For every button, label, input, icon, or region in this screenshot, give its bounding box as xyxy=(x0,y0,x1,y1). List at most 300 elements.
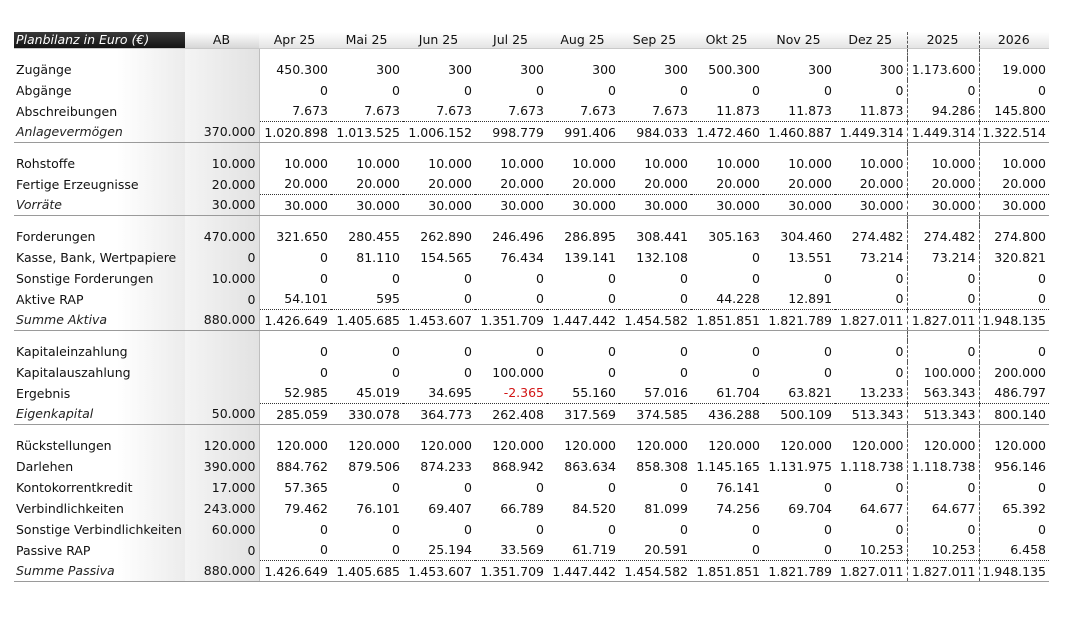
spacer-cell xyxy=(907,425,979,435)
value-cell: 57.016 xyxy=(619,383,691,404)
table-row xyxy=(14,362,1049,383)
spacer-cell xyxy=(547,49,619,59)
value-cell: 1.426.649 xyxy=(259,561,331,582)
column-header-dez25: Dez 25 xyxy=(835,32,907,49)
row-label: Sonstige Forderungen xyxy=(14,268,185,289)
value-cell: 300 xyxy=(376,61,400,77)
value-cell: 0 xyxy=(608,521,616,537)
value-cell: 120.000 xyxy=(348,437,400,453)
total-row xyxy=(14,561,1049,582)
value-cell: 0 xyxy=(680,479,688,495)
spacer-cell xyxy=(259,216,331,226)
total-label: Summe Passiva xyxy=(14,561,185,582)
value-cell: 0 xyxy=(691,540,763,561)
column-header-jul25: Jul 25 xyxy=(475,32,547,49)
value-cell: 1.449.314 xyxy=(835,122,907,143)
spacer-cell xyxy=(475,143,547,153)
row-label: Kasse, Bank, Wertpapiere xyxy=(14,247,185,268)
value-cell: 0 xyxy=(979,289,1049,310)
spacer-cell xyxy=(547,425,619,435)
total-label: Eigenkapital xyxy=(14,404,185,425)
value-cell: -2.365 xyxy=(475,383,547,404)
value-cell: 10.000 xyxy=(979,153,1049,174)
spacer-cell xyxy=(185,143,259,153)
row-label: Rohstoffe xyxy=(14,153,185,174)
value-cell: 374.585 xyxy=(619,404,691,425)
value-cell: 1.453.607 xyxy=(403,561,475,582)
total-label: Summe Aktiva xyxy=(14,310,185,331)
value-cell: 10.000 xyxy=(716,155,760,171)
spacer-cell xyxy=(403,216,475,226)
value-cell: 1.447.442 xyxy=(547,561,619,582)
opening-balance-cell: 243.000 xyxy=(185,498,259,519)
column-header-2026: 2026 xyxy=(979,32,1049,49)
opening-balance-cell xyxy=(185,59,259,80)
value-cell: 1.449.314 xyxy=(907,122,979,143)
table-row xyxy=(14,540,1049,561)
table-row xyxy=(14,80,1049,101)
value-cell: 34.695 xyxy=(403,383,475,404)
value-cell: 0 xyxy=(907,268,979,289)
value-cell: 0 xyxy=(824,343,832,359)
value-cell: 1.472.460 xyxy=(691,122,763,143)
value-cell: 0 xyxy=(320,521,328,537)
value-cell: 879.506 xyxy=(348,458,400,474)
value-cell: 1.827.011 xyxy=(907,310,979,331)
opening-balance-cell: 370.000 xyxy=(185,122,259,143)
value-cell: 11.873 xyxy=(691,101,763,122)
value-cell: 30.000 xyxy=(475,195,547,216)
total-row xyxy=(14,404,1049,425)
value-cell: 10.000 xyxy=(572,155,616,171)
value-cell: 30.000 xyxy=(259,195,331,216)
value-cell: 0 xyxy=(536,521,544,537)
value-cell: 33.569 xyxy=(475,540,547,561)
spacer-cell xyxy=(475,331,547,341)
opening-balance-cell: 0 xyxy=(185,289,259,310)
value-cell: 300 xyxy=(879,61,904,77)
value-cell: 0 xyxy=(752,343,760,359)
value-cell: 0 xyxy=(536,270,544,286)
spacer-cell xyxy=(331,425,403,435)
row-label: Passive RAP xyxy=(14,540,185,561)
row-label: Kontokorrentkredit xyxy=(14,477,185,498)
value-cell: 20.000 xyxy=(403,174,475,195)
value-cell: 30.000 xyxy=(331,195,403,216)
spacer-cell xyxy=(14,425,185,435)
value-cell: 57.365 xyxy=(284,479,328,495)
value-cell: 0 xyxy=(608,82,616,98)
value-cell: 20.000 xyxy=(835,174,907,195)
balance-sheet-table xyxy=(14,32,1049,582)
value-cell: 0 xyxy=(895,364,904,380)
value-cell: 69.704 xyxy=(788,500,832,516)
spacer-cell xyxy=(619,425,691,435)
spacer-cell xyxy=(619,143,691,153)
value-cell: 10.000 xyxy=(907,153,979,174)
value-cell: 1.851.851 xyxy=(691,561,763,582)
value-cell: 595 xyxy=(331,289,403,310)
value-cell: 0 xyxy=(895,521,904,537)
opening-balance-cell: 120.000 xyxy=(185,435,259,456)
value-cell: 0 xyxy=(680,270,688,286)
row-label: Verbindlichkeiten xyxy=(14,498,185,519)
spacer-cell xyxy=(259,425,331,435)
value-cell: 0 xyxy=(895,479,904,495)
value-cell: 0 xyxy=(752,521,760,537)
value-cell: 30.000 xyxy=(403,195,475,216)
value-cell: 984.033 xyxy=(619,122,691,143)
value-cell: 0 xyxy=(979,268,1049,289)
table-row xyxy=(14,226,1049,247)
table-body xyxy=(14,49,1049,582)
value-cell: 132.108 xyxy=(636,249,688,265)
table-row xyxy=(14,435,1049,456)
value-cell: 0 xyxy=(464,82,472,98)
value-cell: 0 xyxy=(824,479,832,495)
column-header-jun25: Jun 25 xyxy=(403,32,475,49)
spacer-cell xyxy=(331,49,403,59)
value-cell: 1.173.600 xyxy=(907,59,979,80)
value-cell: 13.551 xyxy=(788,249,832,265)
value-cell: 436.288 xyxy=(691,404,763,425)
spacer-cell xyxy=(547,143,619,153)
value-cell: 0 xyxy=(895,270,904,286)
value-cell: 304.460 xyxy=(780,228,832,244)
value-cell: 79.462 xyxy=(284,500,328,516)
value-cell: 10.000 xyxy=(644,155,688,171)
value-cell: 63.821 xyxy=(763,383,835,404)
table-row xyxy=(14,268,1049,289)
spacer-cell xyxy=(979,143,1049,153)
value-cell: 10.253 xyxy=(907,540,979,561)
value-cell: 1.821.789 xyxy=(763,310,835,331)
value-cell: 20.000 xyxy=(763,174,835,195)
value-cell: 858.308 xyxy=(636,458,688,474)
value-cell: 30.000 xyxy=(619,195,691,216)
value-cell: 0 xyxy=(464,364,472,380)
value-cell: 0 xyxy=(824,364,832,380)
opening-balance-cell xyxy=(185,341,259,362)
value-cell: 868.942 xyxy=(492,458,544,474)
table-row xyxy=(14,59,1049,80)
value-cell: 120.000 xyxy=(907,435,979,456)
value-cell: 0 xyxy=(608,343,616,359)
spacer-row xyxy=(14,143,1049,153)
opening-balance-cell: 880.000 xyxy=(185,561,259,582)
value-cell: 0 xyxy=(907,80,979,101)
table-title: Planbilanz in Euro (€) xyxy=(14,32,185,49)
value-cell: 863.634 xyxy=(564,458,616,474)
value-cell: 1.447.442 xyxy=(547,310,619,331)
value-cell: 120.000 xyxy=(276,437,328,453)
value-cell: 45.019 xyxy=(331,383,403,404)
value-cell: 0 xyxy=(608,364,616,380)
value-cell: 1.118.738 xyxy=(907,456,979,477)
opening-balance-cell: 0 xyxy=(185,247,259,268)
value-cell: 0 xyxy=(536,343,544,359)
value-cell: 76.141 xyxy=(716,479,760,495)
value-cell: 25.194 xyxy=(403,540,475,561)
value-cell: 30.000 xyxy=(979,195,1049,216)
value-cell: 305.163 xyxy=(708,228,760,244)
value-cell: 450.300 xyxy=(276,61,328,77)
value-cell: 300 xyxy=(592,61,616,77)
value-cell: 320.821 xyxy=(979,247,1049,268)
spacer-cell xyxy=(403,49,475,59)
spacer-cell xyxy=(979,216,1049,226)
value-cell: 364.773 xyxy=(403,404,475,425)
table-row xyxy=(14,289,1049,310)
value-cell: 0 xyxy=(608,270,616,286)
spacer-row xyxy=(14,216,1049,226)
spacer-cell xyxy=(331,216,403,226)
spacer-cell xyxy=(907,331,979,341)
value-cell: 120.000 xyxy=(780,437,832,453)
spacer-cell xyxy=(691,425,763,435)
value-cell: 10.000 xyxy=(356,155,400,171)
value-cell: 120.000 xyxy=(979,435,1049,456)
opening-balance-cell: 390.000 xyxy=(185,456,259,477)
value-cell: 0 xyxy=(979,80,1049,101)
value-cell: 274.482 xyxy=(851,228,904,244)
value-cell: 0 xyxy=(320,249,328,265)
value-cell: 20.591 xyxy=(619,540,691,561)
value-cell: 262.890 xyxy=(420,228,472,244)
spacer-cell xyxy=(403,425,475,435)
spacer-row xyxy=(14,49,1049,59)
opening-balance-cell xyxy=(185,80,259,101)
value-cell: 513.343 xyxy=(835,404,907,425)
value-cell: 246.496 xyxy=(492,228,544,244)
table-row xyxy=(14,174,1049,195)
spacer-cell xyxy=(331,331,403,341)
value-cell: 30.000 xyxy=(763,195,835,216)
value-cell: 1.351.709 xyxy=(475,561,547,582)
spacer-cell xyxy=(185,425,259,435)
row-label: Zugänge xyxy=(14,59,185,80)
spacer-cell xyxy=(835,425,907,435)
value-cell: 884.762 xyxy=(276,458,328,474)
value-cell: 0 xyxy=(464,270,472,286)
value-cell: 100.000 xyxy=(907,362,979,383)
table-row xyxy=(14,341,1049,362)
value-cell: 74.256 xyxy=(716,500,760,516)
column-header-ab: AB xyxy=(185,32,259,49)
total-row xyxy=(14,310,1049,331)
value-cell: 0 xyxy=(464,521,472,537)
spacer-cell xyxy=(835,143,907,153)
opening-balance-cell xyxy=(185,101,259,122)
value-cell: 1.454.582 xyxy=(619,310,691,331)
spacer-cell xyxy=(979,49,1049,59)
value-cell: 0 xyxy=(392,343,400,359)
value-cell: 81.110 xyxy=(356,249,400,265)
spacer-cell xyxy=(14,49,185,59)
spacer-cell xyxy=(691,143,763,153)
value-cell: 991.406 xyxy=(547,122,619,143)
spacer-cell xyxy=(763,143,835,153)
value-cell: 0 xyxy=(608,479,616,495)
spacer-cell xyxy=(619,216,691,226)
header-row xyxy=(14,32,1049,49)
value-cell: 513.343 xyxy=(907,404,979,425)
value-cell: 0 xyxy=(752,270,760,286)
table-row xyxy=(14,477,1049,498)
value-cell: 0 xyxy=(320,270,328,286)
spacer-cell xyxy=(907,49,979,59)
table-row xyxy=(14,519,1049,540)
value-cell: 0 xyxy=(979,477,1049,498)
spacer-cell xyxy=(763,331,835,341)
opening-balance-cell: 470.000 xyxy=(185,226,259,247)
table-row xyxy=(14,456,1049,477)
value-cell: 0 xyxy=(392,364,400,380)
value-cell: 0 xyxy=(392,521,400,537)
value-cell: 69.407 xyxy=(428,500,472,516)
spacer-cell xyxy=(475,216,547,226)
value-cell: 61.704 xyxy=(691,383,763,404)
table-row xyxy=(14,247,1049,268)
spacer-row xyxy=(14,331,1049,341)
value-cell: 0 xyxy=(752,364,760,380)
value-cell: 19.000 xyxy=(979,59,1049,80)
spacer-cell xyxy=(14,143,185,153)
spacer-cell xyxy=(403,143,475,153)
value-cell: 500.300 xyxy=(708,61,760,77)
value-cell: 7.673 xyxy=(403,101,475,122)
value-cell: 20.000 xyxy=(259,174,331,195)
value-cell: 0 xyxy=(331,540,403,561)
row-label: Forderungen xyxy=(14,226,185,247)
value-cell: 1.351.709 xyxy=(475,310,547,331)
spacer-cell xyxy=(979,425,1049,435)
value-cell: 73.214 xyxy=(907,247,979,268)
value-cell: 100.000 xyxy=(492,364,544,380)
value-cell: 20.000 xyxy=(331,174,403,195)
value-cell: 20.000 xyxy=(907,174,979,195)
spacer-cell xyxy=(835,49,907,59)
column-header-mai25: Mai 25 xyxy=(331,32,403,49)
spacer-cell xyxy=(259,49,331,59)
row-label: Abgänge xyxy=(14,80,185,101)
value-cell: 0 xyxy=(320,82,328,98)
value-cell: 956.146 xyxy=(979,456,1049,477)
value-cell: 563.343 xyxy=(907,383,979,404)
opening-balance-cell: 20.000 xyxy=(185,174,259,195)
value-cell: 55.160 xyxy=(547,383,619,404)
value-cell: 1.131.975 xyxy=(768,458,832,474)
value-cell: 300 xyxy=(808,61,832,77)
value-cell: 1.948.135 xyxy=(979,561,1049,582)
value-cell: 20.000 xyxy=(691,174,763,195)
value-cell: 20.000 xyxy=(547,174,619,195)
value-cell: 800.140 xyxy=(979,404,1049,425)
value-cell: 0 xyxy=(752,82,760,98)
value-cell: 0 xyxy=(536,82,544,98)
value-cell: 76.101 xyxy=(356,500,400,516)
value-cell: 120.000 xyxy=(636,437,688,453)
opening-balance-cell: 0 xyxy=(185,540,259,561)
value-cell: 0 xyxy=(680,82,688,98)
spacer-cell xyxy=(619,49,691,59)
value-cell: 65.392 xyxy=(979,498,1049,519)
opening-balance-cell: 880.000 xyxy=(185,310,259,331)
value-cell: 0 xyxy=(895,82,904,98)
spacer-cell xyxy=(185,49,259,59)
value-cell: 120.000 xyxy=(564,437,616,453)
row-label: Sonstige Verbindlichkeiten xyxy=(14,519,185,540)
spacer-cell xyxy=(619,331,691,341)
value-cell: 61.719 xyxy=(547,540,619,561)
value-cell: 7.673 xyxy=(475,101,547,122)
value-cell: 120.000 xyxy=(708,437,760,453)
value-cell: 1.851.851 xyxy=(691,310,763,331)
value-cell: 0 xyxy=(392,479,400,495)
table-row xyxy=(14,498,1049,519)
value-cell: 0 xyxy=(320,364,328,380)
value-cell: 10.253 xyxy=(835,540,907,561)
value-cell: 30.000 xyxy=(907,195,979,216)
spacer-cell xyxy=(907,216,979,226)
spacer-cell xyxy=(14,331,185,341)
value-cell: 300 xyxy=(664,61,688,77)
spacer-cell xyxy=(185,331,259,341)
value-cell: 0 xyxy=(895,343,904,359)
value-cell: 12.891 xyxy=(763,289,835,310)
value-cell: 66.789 xyxy=(500,500,544,516)
value-cell: 0 xyxy=(475,289,547,310)
column-header-apr25: Apr 25 xyxy=(259,32,331,49)
value-cell: 0 xyxy=(464,343,472,359)
value-cell: 280.455 xyxy=(348,228,400,244)
value-cell: 308.441 xyxy=(636,228,688,244)
row-label: Aktive RAP xyxy=(14,289,185,310)
opening-balance-cell: 30.000 xyxy=(185,195,259,216)
value-cell: 0 xyxy=(392,270,400,286)
spacer-cell xyxy=(185,216,259,226)
value-cell: 20.000 xyxy=(619,174,691,195)
value-cell: 1.453.607 xyxy=(403,310,475,331)
value-cell: 81.099 xyxy=(644,500,688,516)
value-cell: 317.569 xyxy=(547,404,619,425)
row-label: Kapitalauszahlung xyxy=(14,362,185,383)
value-cell: 1.145.165 xyxy=(696,458,760,474)
value-cell: 0 xyxy=(536,479,544,495)
spacer-row xyxy=(14,425,1049,435)
value-cell: 1.322.514 xyxy=(979,122,1049,143)
value-cell: 1.948.135 xyxy=(979,310,1049,331)
value-cell: 1.020.898 xyxy=(259,122,331,143)
row-label: Darlehen xyxy=(14,456,185,477)
value-cell: 286.895 xyxy=(564,228,616,244)
spacer-cell xyxy=(763,425,835,435)
value-cell: 145.800 xyxy=(979,101,1049,122)
spacer-cell xyxy=(331,143,403,153)
value-cell: 10.000 xyxy=(859,155,904,171)
value-cell: 300 xyxy=(448,61,472,77)
spacer-cell xyxy=(979,331,1049,341)
spacer-cell xyxy=(547,331,619,341)
value-cell: 1.460.887 xyxy=(763,122,835,143)
value-cell: 52.985 xyxy=(259,383,331,404)
value-cell: 0 xyxy=(320,343,328,359)
total-label: Vorräte xyxy=(14,195,185,216)
total-row xyxy=(14,122,1049,143)
opening-balance-cell: 10.000 xyxy=(185,153,259,174)
spacer-cell xyxy=(259,143,331,153)
value-cell: 0 xyxy=(680,364,688,380)
